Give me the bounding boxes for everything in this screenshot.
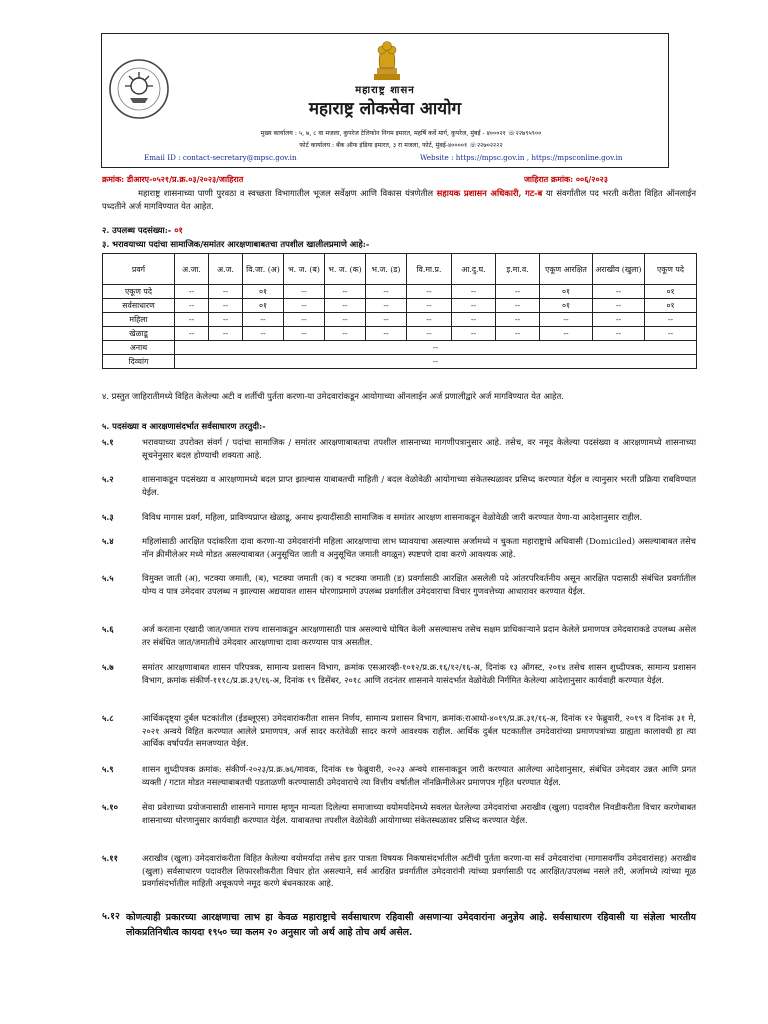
table-cell: -- [540, 327, 593, 341]
table-cell: -- [175, 285, 209, 299]
government-label: महाराष्ट्र शासन [355, 85, 415, 96]
intro-text-2: या संवर्गातील पद भरती करीता विहित ऑनलाईन पध्दतीने अर्ज मागविण्यात येत आहेत. [102, 188, 696, 211]
table-header-cell: वि.जा. (अ) [243, 254, 284, 285]
table-cell: -- [645, 327, 697, 341]
table-cell: -- [540, 313, 593, 327]
table-cell: -- [593, 327, 645, 341]
table-row [103, 341, 697, 355]
clause-number: ५.१ [102, 437, 114, 447]
clause-text: समांतर आरक्षणाबाबत शासन परिपत्रक, सामान्य प्रशासन विभाग, क्रमांक एसआरव्ही-१०१२/प्र.क्र.१६/१२/१६-अ, दिनांक १३ ऑगस्ट, २०१४ तसेच शासन शुध्दीपत्रक, सामान्य प्रशासन विभाग, क्रमांक संकीर्ण-१११८/प्र.क्र.३९/१६-अ, दिनांक १९ डिसेंबर, २०१८ आणि तदनंतर शासनाने यासंदर्भात वेळोवेळी निर्गमित केलेल्या आदेशानुसार कार्यवाही करण्यात येईल. [142, 662, 696, 685]
clause-text: अर्ज करताना एखादी जात/जमात राज्य शासनाकडून आरक्षणासाठी पात्र असल्याचे घोषित केली असल्यासच तसेच सक्षम प्राधिकाऱ्याने प्रदान केलेले प्रमाणपत्र उमेदवाराकडे उपलब्ध असेल तर संबंधित जात/जमातीचे उमेदवार आरक्षणाचा दावा करण्यास पात्र असतील. [142, 624, 696, 647]
clause-text: महिलांसाठी आरक्षित पदांकरिता दावा करणा-या उमेदवारांनी महिला आरक्षणाचा लाभ घ्यावयाचा असल्यास अर्जामध्ये न चुकता महाराष्ट्राचे अधिवासी (Domiciled) असल्याबाबत तसेच नॉन क्रीमीलेअर मध्ये मोडत असल्याबाबत (अनुसूचित जाती व अनुसूचित जमाती वगळून) स्पष्टपणे दावा करणे आवश्यक आहे. [142, 536, 696, 559]
table-header-cell: अ.जा. [175, 254, 209, 285]
clause-number: ५.१२ [102, 911, 120, 922]
table-cell: -- [209, 299, 243, 313]
clause-number: ५.८ [102, 713, 114, 723]
table-header-cell: अ.ज. [209, 254, 243, 285]
table-cell: -- [407, 285, 452, 299]
table-cell: -- [593, 299, 645, 313]
clause-text: शासनाकडून पदसंख्या व आरक्षणामध्ये बदल प्राप्त झाल्यास याबाबतची माहिती / बदल वेळोवेळी आयोगाच्या संकेतस्थळावर प्रसिध्द करण्यात येईल व त्यानुसार भरती प्रक्रिया राबविण्यात येईल. [142, 474, 696, 497]
clause-text: विमुक्त जाती (अ), भटक्या जमाती, (ब), भटक्या जमाती (क) व भटक्या जमाती (ड) प्रवर्गासाठी आरक्षित असलेली पदे आंतरपरिवर्तनीय असून आरक्षित पदासाठी संबंधित प्रवर्गातील योग्य व पात्र उमेदवार उपलब्ध न झाल्यास अद्ययावत शासन धोरणाप्रमाणे उपलब्ध प्रवर्गातील उमेदवाराचा विचार गुणवत्तेच्या आधारावर करण्यात येईल. [142, 573, 696, 596]
clause-number: ५.६ [102, 624, 114, 634]
table-row [103, 355, 697, 369]
intro-paragraph [102, 187, 696, 212]
table-row [103, 313, 697, 327]
table-cell: -- [496, 299, 540, 313]
clause-text: अराखीव (खुला) उमेदवारांकरीता विहित केलेल्या वयोमर्यादा तसेच इतर पात्रता विषयक निकषासंदर्भातील अटींची पुर्तता करणा-या सर्व उमेदवारांचा (मागासवर्गीय उमेदवारांसह) अराखीव (खुला) सर्वसाधारण पदावरील शिफारशीकरीता विचार होत असल्याने, सर्व आरक्षित प्रवर्गातील उमेदवारांनी त्यांच्या प्रवर्गासाठी पद आरक्षित/उपलब्ध नसले तरी, अर्जामध्ये त्यांच्या मूळ प्रवर्गासंदर्भातील माहिती अचूकपणे नमूद करणे बंधनकारक आहे. [142, 853, 696, 889]
table-cell: -- [407, 327, 452, 341]
table-cell: -- [407, 299, 452, 313]
clause-number: ५.४ [102, 536, 114, 546]
clause-number: ५.१० [102, 802, 118, 812]
reference-number: क्रमांक: डीआरए-०५२१/प्र.क्र.०३/२०२३/जाहिरात [102, 174, 244, 184]
table-header-cell: वि.मा.प्र. [407, 254, 452, 285]
table-cell: -- [243, 313, 284, 327]
table-cell: -- [325, 285, 366, 299]
table-cell: -- [496, 327, 540, 341]
clause-number: ५.९ [102, 764, 114, 774]
reservation-heading: ३. भरावयाच्या पदांचा सामाजिक/समांतर आरक्षणाबाबतचा तपशील खालीलप्रमाणे आहे:- [102, 239, 370, 249]
table-cell: -- [452, 285, 496, 299]
table-header-cell: भ. ज. (ब) [284, 254, 325, 285]
table-cell: ०१ [645, 285, 697, 299]
table-cell: -- [284, 285, 325, 299]
table-cell: -- [209, 313, 243, 327]
table-cell: -- [209, 327, 243, 341]
table-header-cell: भ. ज. (क) [325, 254, 366, 285]
table-cell: -- [452, 299, 496, 313]
table-cell: खेळाडू [103, 327, 175, 341]
table-cell: -- [496, 313, 540, 327]
main-office-address: मुख्य कार्यालय : ५, ७, ८ वा मजला, कुपरेज टेलिफोन निगम इमारत, महर्षि कर्वे मार्ग, कुपरेज, मुंबई - ४०००२१ ☏२२७९५९०० [260, 130, 542, 137]
table-cell: -- [452, 327, 496, 341]
table-cell: -- [175, 299, 209, 313]
clause-5-12-text: कोणत्याही प्रकारच्या आरक्षणाचा लाभ हा केवळ महाराष्ट्राचे सर्वसाधारण रहिवासी असणाऱ्या उमेदवारांना अनुज्ञेय आहे. सर्वसाधारण रहिवासी या संज्ञेला भारतीय लोकप्रतिनिधीत्व कायदा १९५० च्या कलम २० अनुसार जो अर्थ आहे तोच अर्थ असेल. [126, 912, 696, 938]
clause-number: ५.५ [102, 573, 114, 583]
section-4-text: ४. प्रस्तुत जाहिरातीमध्ये विहित केलेल्या अटी व शर्तीची पुर्तता करणा-या उमेदवारांकडून आयोगाच्या ऑनलाईन अर्ज प्रणालीद्वारे अर्ज मागविण्यात येत आहेत. [102, 391, 564, 401]
table-row [103, 285, 697, 299]
commission-title: महाराष्ट्र लोकसेवा आयोग [308, 99, 462, 119]
clause-text: शासन शुध्दीपत्रक क्रमांक: संकीर्ण-२०२३/प्र.क्र.७६/मावक, दिनांक १७ फेब्रुवारी, २०२३ अन्वये शासनाकडून जारी करण्यात आलेल्या आदेशानुसार, संबंधित उमेदवार उन्नत आणि प्रगत व्यक्ती / गटात मोडत नसल्याबाबतची पडताळणी करण्यासाठी उमेदवाराचे त्या वित्तीय वर्षातील नॉनक्रिमीलेअर प्रमाणपत्र गृहित धरण्यात येईल. [142, 764, 696, 787]
available-posts-label: २. उपलब्ध पदसंख्या:- [102, 225, 175, 235]
clause-text: आर्थिकदृष्ट्या दुर्बल घटकांतील (ईडब्लूएस) उमेदवारांकरीता शासन निर्णय, सामान्य प्रशासन विभाग, क्रमांक:राआधो-४०१९/प्र.क्र.३१/१६-अ, दिनांक १२ फेब्रुवारी, २०१९ व दिनांक ३१ मे, २०२१ अन्वये विहित करण्यात आलेले प्रमाणपत्र, अर्ज सादर करतेवेळी सादर करणे आवश्यक राहील. आर्थिक दुर्बल घटकातील उमदेवारांच्या प्रमाणपत्रांच्या ग्राह्यता कालावधी हा त्या आर्थिक वर्षापर्यंत समजण्यात येईल. [142, 713, 696, 749]
advertisement-number: जाहिरात क्रमांक: ००६/२०२३ [524, 174, 608, 184]
table-cell: -- [284, 313, 325, 327]
table-cell: -- [366, 299, 407, 313]
letterhead [101, 33, 669, 168]
table-header-cell: एकूण पदे [645, 254, 697, 285]
table-cell: -- [452, 313, 496, 327]
table-cell: ०१ [243, 285, 284, 299]
table-cell: -- [593, 313, 645, 327]
table-cell: महिला [103, 313, 175, 327]
national-emblem-icon [370, 38, 404, 84]
table-cell: -- [593, 285, 645, 299]
table-header-cell: आ.दु.घ. [452, 254, 496, 285]
table-cell: -- [175, 341, 697, 355]
clause-text: विविध मागास प्रवर्ग, महिला, प्राविण्यप्राप्त खेळाडू, अनाथ इत्यादींसाठी सामाजिक व समांतर आरक्षण शासनाकडून वेळोवेळी जारी करण्यात येणा-या आदेशानुसार राहील. [142, 512, 643, 522]
table-cell: एकूण पदे [103, 285, 175, 299]
table-header-cell: भ.ज. (ड) [366, 254, 407, 285]
section-5-heading: ५. पदसंख्या व आरक्षणासंदर्भात सर्वसाधारण तरतुदी:- [102, 421, 266, 431]
table-cell: -- [284, 299, 325, 313]
post-name: सहायक प्रशासन अधिकारी, गट-ब [436, 188, 543, 198]
table-cell: सर्वसाधारण [103, 299, 175, 313]
available-posts-line [102, 224, 183, 237]
table-cell: -- [325, 299, 366, 313]
table-header-row [103, 254, 697, 285]
clause-number: ५.३ [102, 512, 114, 522]
table-cell: दिव्यांग [103, 355, 175, 369]
table-cell: -- [366, 327, 407, 341]
table-cell: -- [175, 355, 697, 369]
table-row [103, 299, 697, 313]
table-cell: ०१ [243, 299, 284, 313]
clause-text: सेवा प्रवेशाच्या प्रयोजनासाठी शासनाने मागास म्हणून मान्यता दिलेल्या समाजाच्या वयोमर्यादेमध्ये सवलत घेतलेल्या उमेदवारांचा अराखीव (खुला) पदावरील निवडीकरीता विचार करणेबाबत शासनाच्या धोरणानुसार कार्यवाही करण्यात येईल. याबाबतचा तपशील वेळोवेळी आयोगाच्या संकेतस्थळावर प्रसिध्द करण्यात येईल. [142, 802, 696, 825]
table-cell: -- [496, 285, 540, 299]
table-cell: -- [407, 313, 452, 327]
table-cell: -- [284, 327, 325, 341]
table-cell: ०१ [645, 299, 697, 313]
table-row [103, 327, 697, 341]
table-cell: -- [366, 285, 407, 299]
clause-number: ५.११ [102, 853, 118, 863]
table-cell: ०१ [540, 285, 593, 299]
intro-text: महाराष्ट्र शासनाच्या पाणी पुरवठा व स्वच्छता विभागातील भूजल सर्वेक्षण आणि विकास यंत्रणेतील [138, 188, 437, 198]
table-cell: ०१ [540, 299, 593, 313]
email-link[interactable]: Email ID : contact-secretary@mpsc.gov.in [144, 153, 297, 162]
table-header-cell: अराखीव (खुला) [593, 254, 645, 285]
table-header-cell: प्रवर्ग [103, 254, 175, 285]
available-posts-value: ०१ [174, 225, 183, 235]
clause-number: ५.२ [102, 474, 114, 484]
table-cell: -- [175, 327, 209, 341]
table-cell: -- [325, 313, 366, 327]
table-header-cell: इ.मा.व. [496, 254, 540, 285]
table-cell: अनाथ [103, 341, 175, 355]
clause-text: भरावयाच्या उपरोक्त संवर्ग / पदांचा सामाजिक / समांतर आरक्षणाबाबतचा तपशील शासनाच्या मागणीपत्रानुसार आहे. तसेच, वर नमूद केलेल्या पदसंख्या व आरक्षणामध्ये शासनाच्या सूचनेनुसार बदल होण्याची शक्यता आहे. [142, 437, 696, 460]
clause-number: ५.७ [102, 662, 114, 672]
table-cell: -- [209, 285, 243, 299]
table-cell: -- [366, 313, 407, 327]
table-cell: -- [325, 327, 366, 341]
table-header-cell: एकूण आरक्षित [540, 254, 593, 285]
fort-office-address: फोर्ट कार्यालय : बँक ऑफ इंडिया इमारत, ३ रा मजला, फोर्ट, मुंबई-४००००१ ☏२२७०२२२२ [299, 142, 503, 149]
table-cell: -- [645, 313, 697, 327]
website-link[interactable]: Website : https://mpsc.gov.in , https://mpsconline.gov.in [420, 153, 623, 162]
reservation-table [102, 253, 697, 369]
table-cell: -- [175, 313, 209, 327]
table-cell: -- [243, 327, 284, 341]
